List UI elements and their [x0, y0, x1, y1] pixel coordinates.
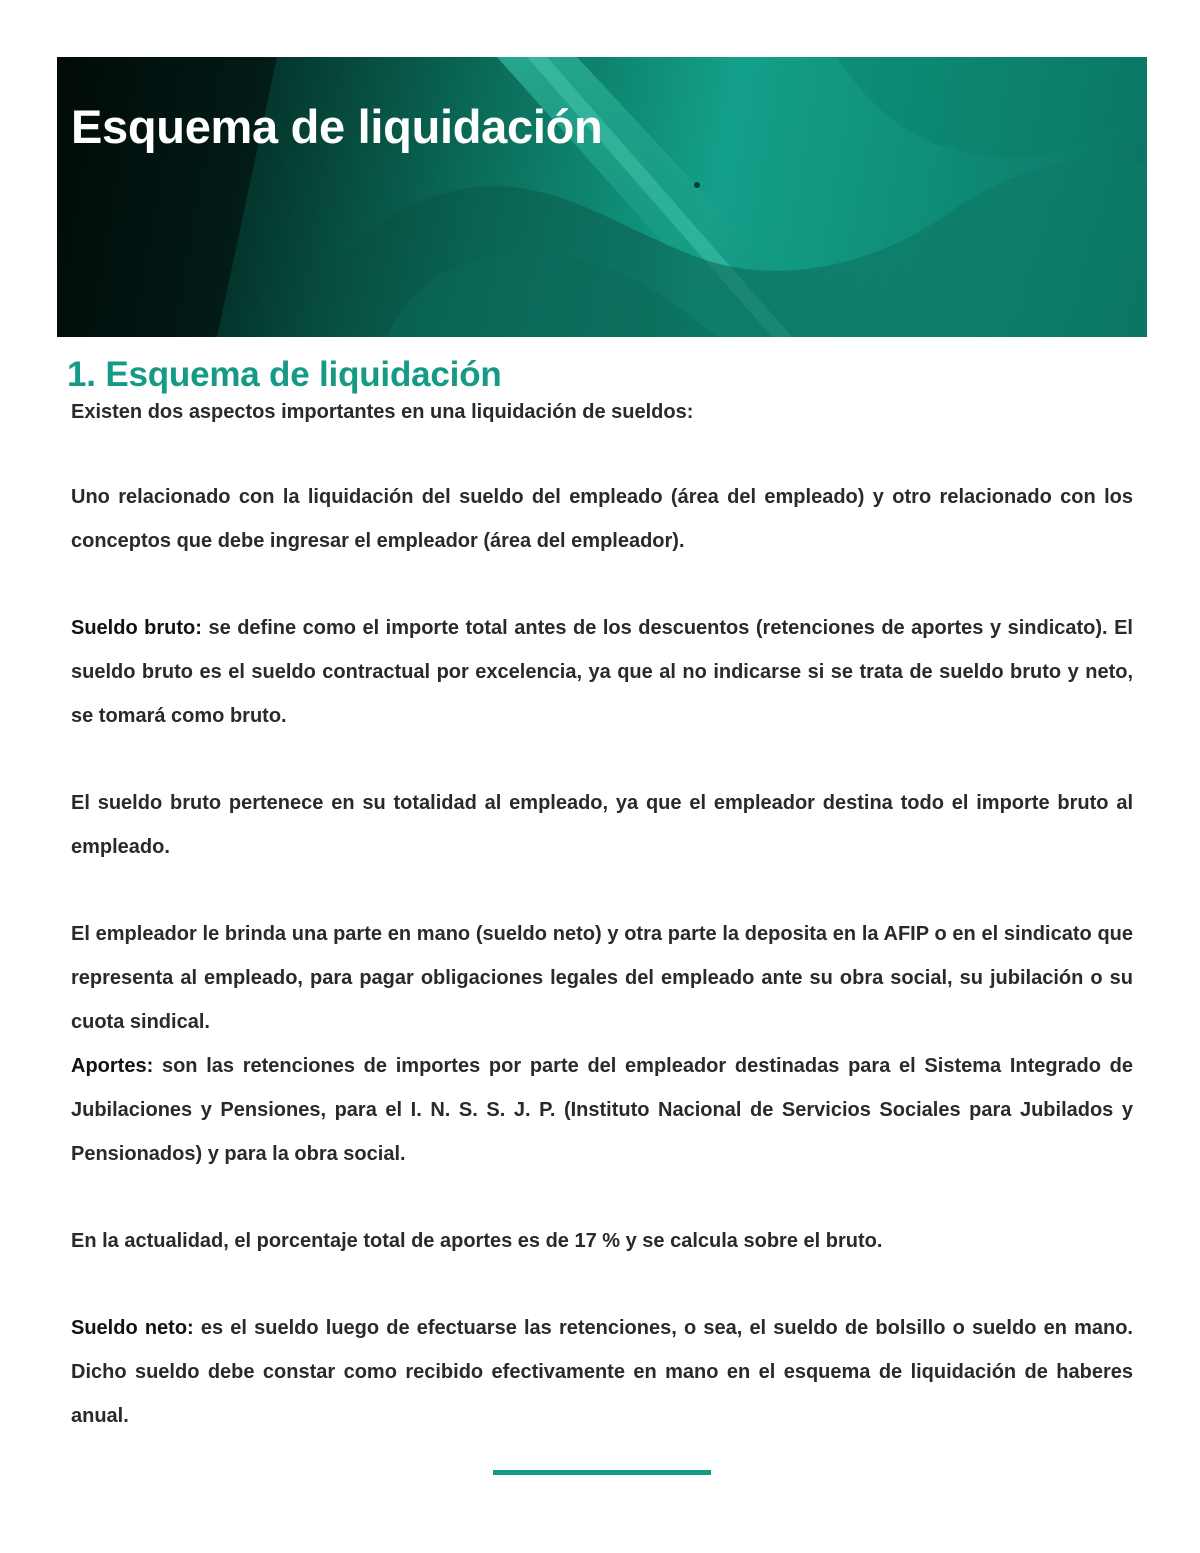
- spacer: [71, 563, 1133, 606]
- spacer: [71, 1176, 1133, 1219]
- sueldo-neto-paragraph: [71, 1306, 1133, 1438]
- spacer: [71, 1263, 1133, 1306]
- section-heading: 1. Esquema de liquidación: [67, 355, 502, 394]
- banner-title: Esquema de liquidación: [71, 100, 603, 153]
- spacer: [71, 432, 1133, 475]
- aportes-paragraph: [71, 1044, 1133, 1176]
- header-banner: [57, 57, 1147, 337]
- document-body: [67, 352, 1133, 1438]
- sueldo-bruto-term: Sueldo bruto:: [71, 617, 202, 639]
- spacer: [71, 738, 1133, 781]
- sueldo-neto-definition: es el sueldo luego de efectuarse las retenciones, o sea, el sueldo de bolsillo o sueldo en mano. Dicho sueldo debe constar como recibido efectivamente en mano en el esquema de liquidación de haberes anual.: [71, 1317, 1133, 1427]
- intro-paragraph: Existen dos aspectos importantes en una liquidación de sueldos:: [71, 401, 694, 423]
- sueldo-neto-term: Sueldo neto:: [71, 1317, 194, 1339]
- sueldo-bruto-paragraph: [71, 606, 1133, 738]
- aportes-definition: son las retenciones de importes por parte del empleador destinadas para el Sistema Integrado de Jubilaciones y Pensiones, para el I. N. S. S. J. P. (Instituto Nacional de Servicios Sociales para Jubilados y Pensionados) y para la obra social.: [71, 1055, 1133, 1165]
- porcentaje-paragraph: En la actualidad, el porcentaje total de aportes es de 17 % y se calcula sobre el bruto.: [71, 1230, 883, 1252]
- footer-divider: [493, 1470, 711, 1475]
- spacer: [71, 869, 1133, 912]
- empleador-paragraph: El empleador le brinda una parte en mano (sueldo neto) y otra parte la deposita en la AFIP o en el sindicato que representa al empleado, para pagar obligaciones legales del empleado ante su obra social, su jubilación o su cuota sindical.: [71, 923, 1133, 1033]
- aportes-term: Aportes:: [71, 1055, 154, 1077]
- bruto-ownership-paragraph: El sueldo bruto pertenece en su totalidad al empleado, ya que el empleador destina todo el importe bruto al empleado.: [71, 792, 1133, 858]
- areas-paragraph: Uno relacionado con la liquidación del sueldo del empleado (área del empleado) y otro relacionado con los conceptos que debe ingresar el empleador (área del empleador).: [71, 486, 1133, 552]
- sueldo-bruto-definition: se define como el importe total antes de los descuentos (retenciones de aportes y sindicato). El sueldo bruto es el sueldo contractual por excelencia, ya que al no indicarse si se trata de sueldo bruto y neto, se tomará como bruto.: [71, 617, 1133, 727]
